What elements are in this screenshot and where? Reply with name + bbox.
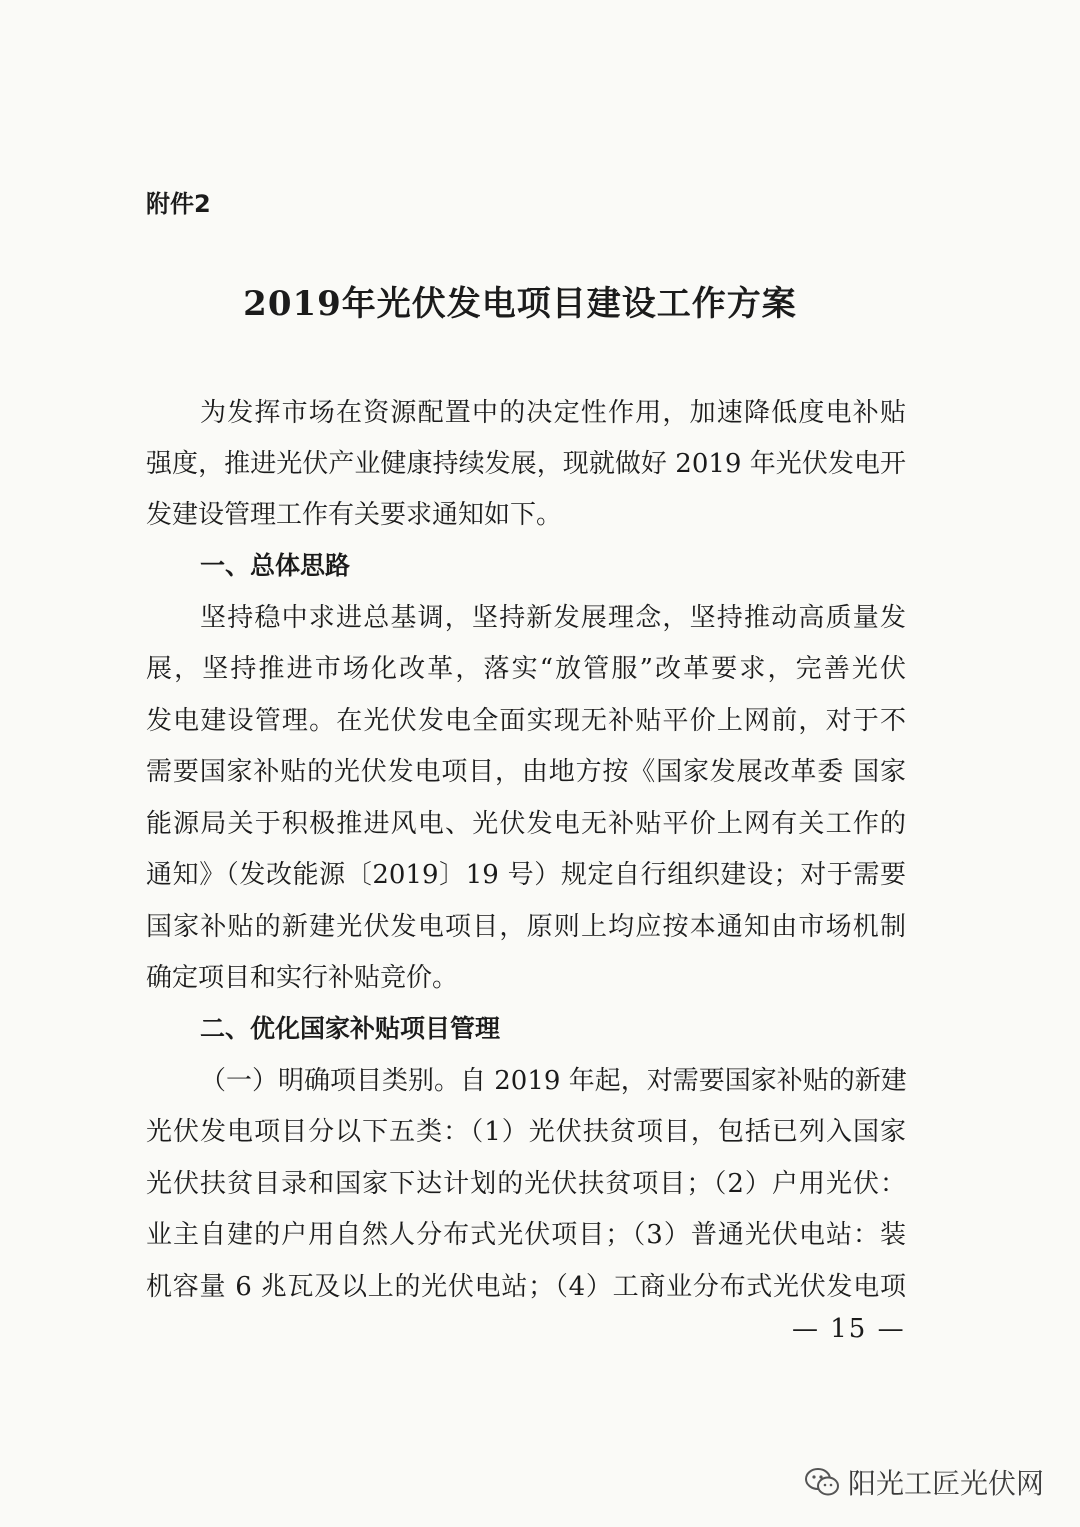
paragraph-line: 机容量 6 兆瓦及以上的光伏电站；（4）工商业分布式光伏发电项 [146,1272,906,1302]
attachment-label: 附件2 [146,190,211,218]
wechat-icon [804,1467,840,1497]
document-title: 2019年光伏发电项目建设工作方案 [243,284,797,324]
paragraph-line: 为发挥市场在资源配置中的决定性作用，加速降低度电补贴 [200,398,906,428]
paragraph-line: 展，坚持推进市场化改革，落实“放管服”改革要求，完善光伏 [146,654,906,684]
paragraph-line: 确定项目和实行补贴竞价。 [146,963,459,993]
section-heading: 一、总体思路 [200,551,351,580]
paragraph-line: 强度，推进光伏产业健康持续发展，现就做好 2019 年光伏发电开 [146,449,906,479]
paragraph-line: 发建设管理工作有关要求通知如下。 [146,500,563,530]
paragraph-line: 国家补贴的新建光伏发电项目，原则上均应按本通知由市场机制 [146,912,906,942]
section-heading: 二、优化国家补贴项目管理 [200,1014,501,1043]
paragraph-line: 光伏发电项目分以下五类：（1）光伏扶贫项目，包括已列入国家 [146,1117,906,1147]
watermark-text: 阳光工匠光伏网 [847,1467,1044,1500]
paragraph-line: （一）明确项目类别。自 2019 年起，对需要国家补贴的新建 [200,1066,907,1096]
paragraph-line: 坚持稳中求进总基调，坚持新发展理念，坚持推动高质量发 [200,603,906,633]
paragraph-line: 能源局关于积极推进风电、光伏发电无补贴平价上网有关工作的 [146,809,906,839]
paragraph-line: 光伏扶贫目录和国家下达计划的光伏扶贫项目；（2）户用光伏： [146,1169,906,1199]
paragraph-line: 发电建设管理。在光伏发电全面实现无补贴平价上网前，对于不 [146,706,906,736]
paragraph-line: 通知》（发改能源〔2019〕19 号）规定自行组织建设；对于需要 [146,860,906,890]
paragraph-line: 需要国家补贴的光伏发电项目，由地方按《国家发展改革委 国家 [146,757,906,787]
paragraph-line: 业主自建的户用自然人分布式光伏项目；（3）普通光伏电站：装 [146,1220,906,1250]
watermark [804,1462,1044,1502]
page-number: — 15 — [792,1314,906,1344]
